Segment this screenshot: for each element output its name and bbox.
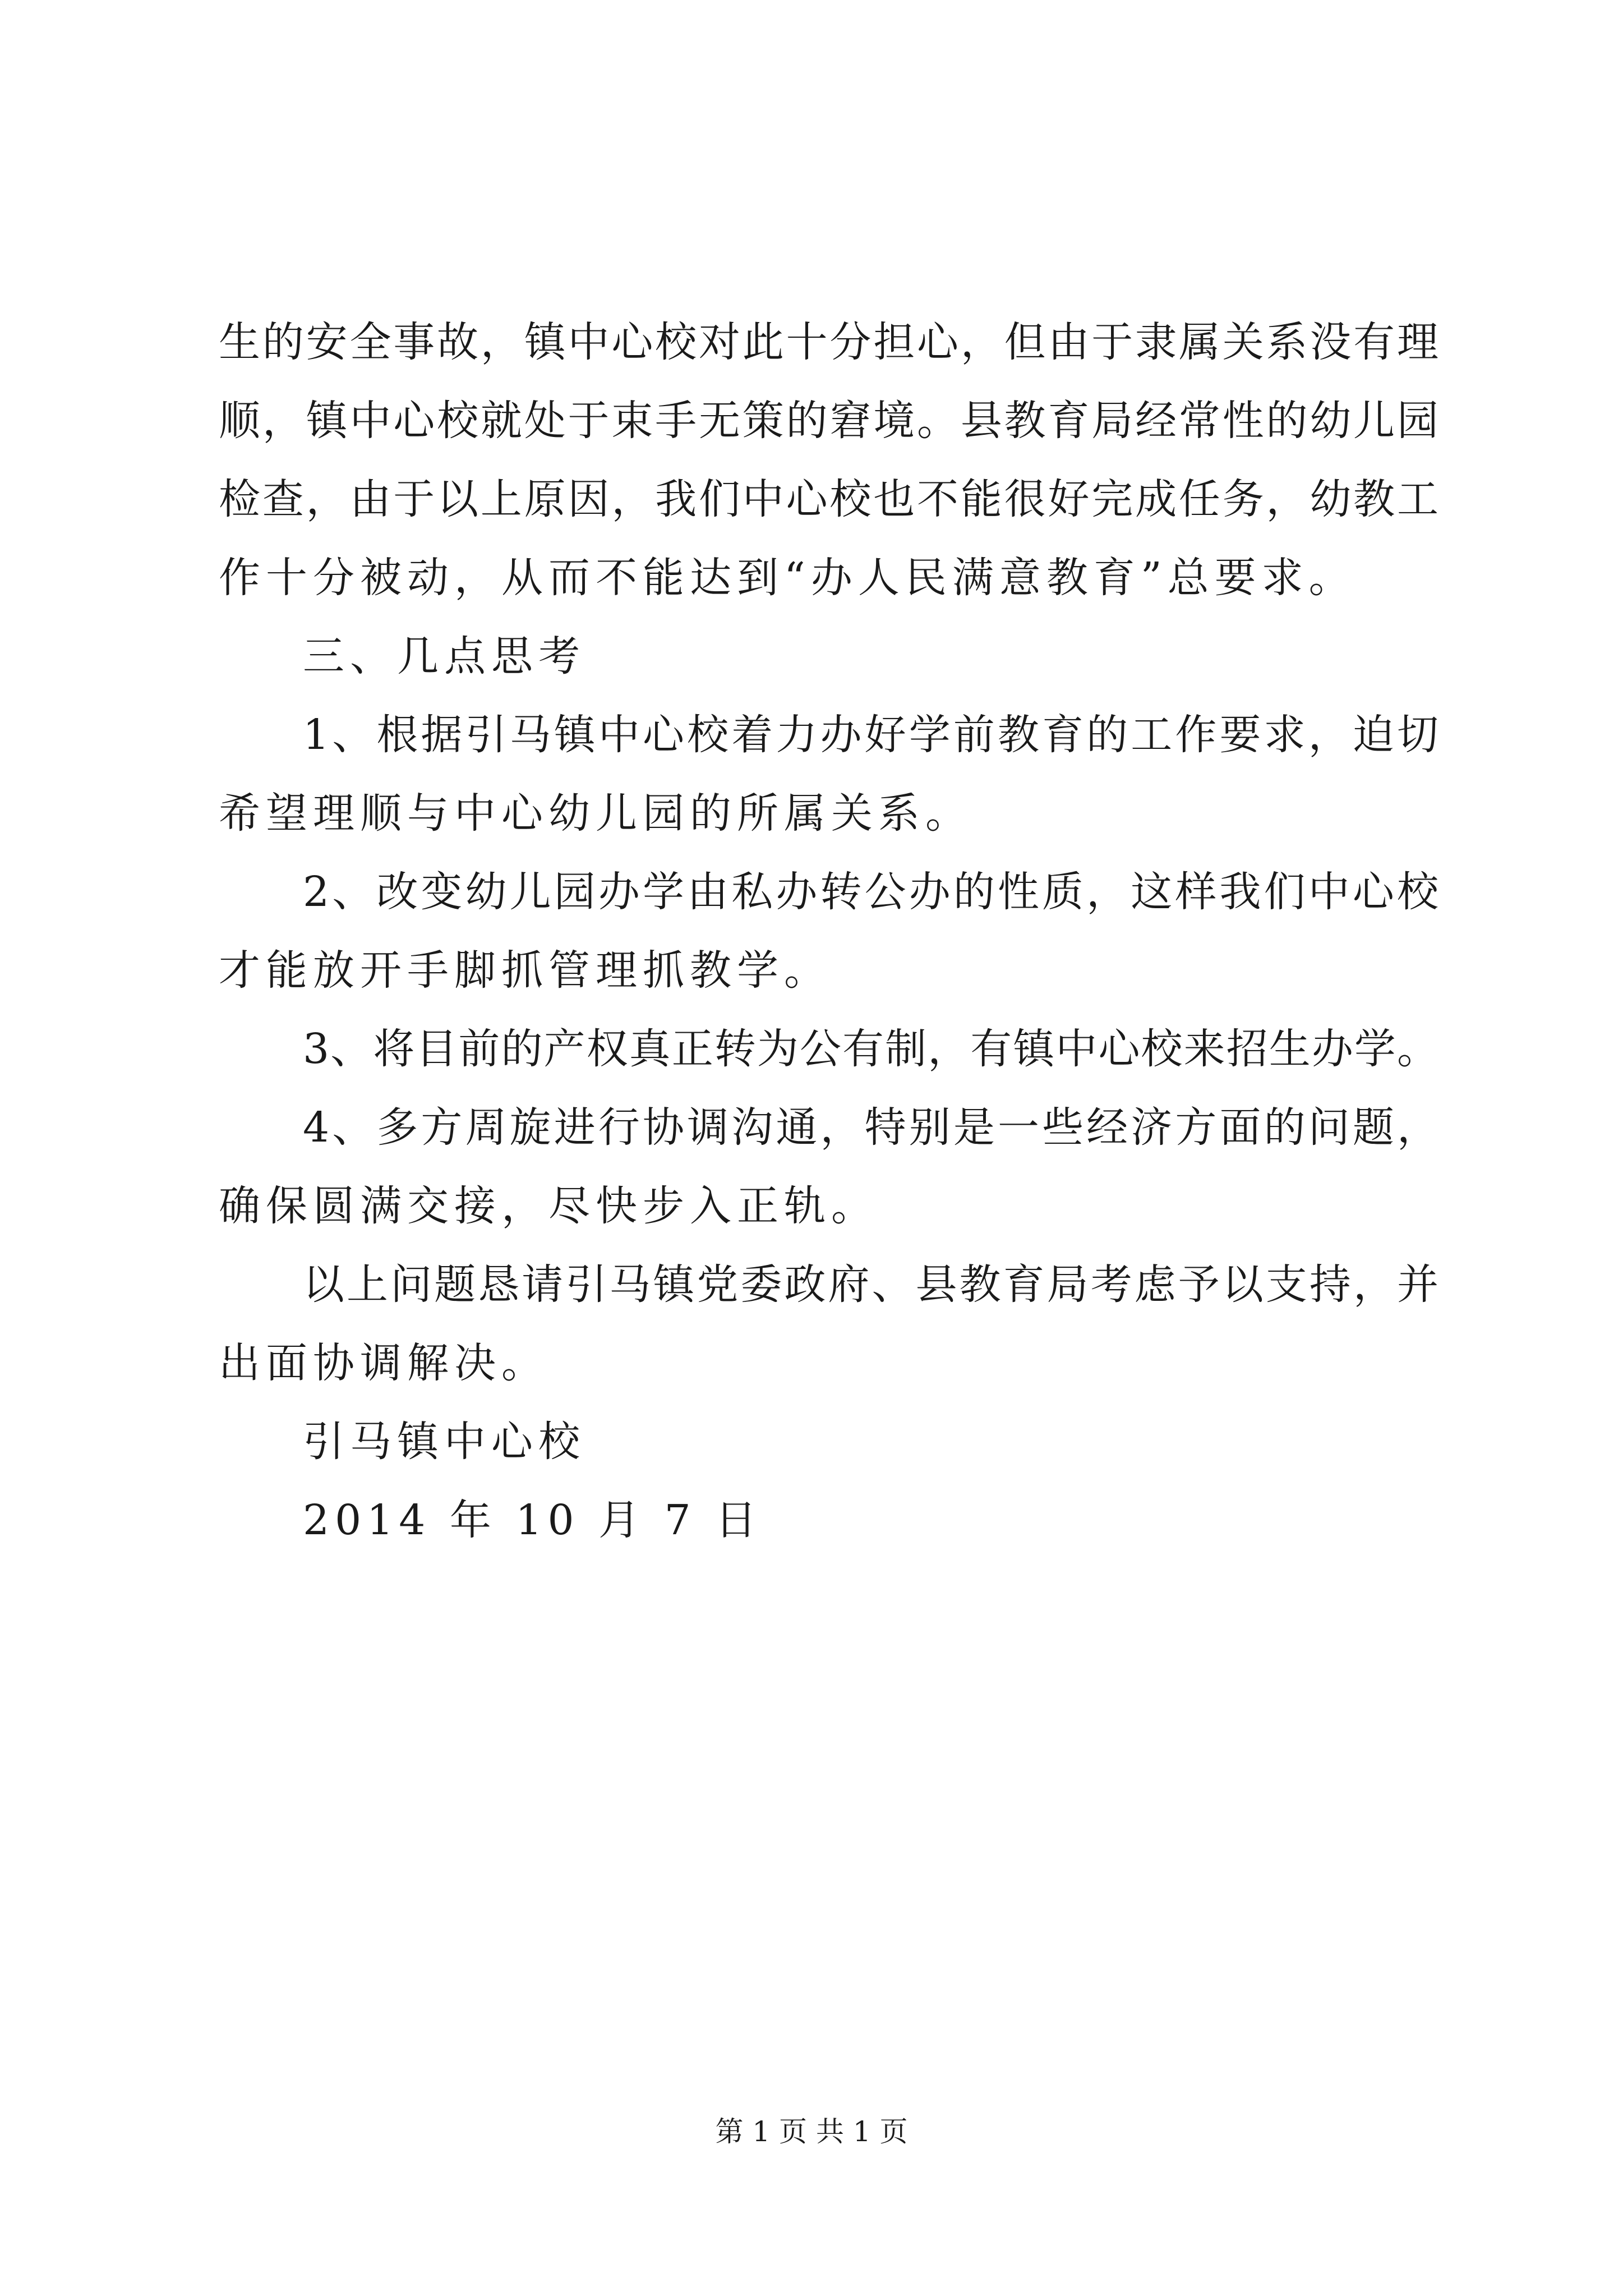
text-line: 3、将目前的产权真正转为公有制，有镇中心校来招生办学。 <box>303 1025 1438 1073</box>
page-footer: 第 1 页 共 1 页 <box>715 2115 908 2148</box>
text-line: 1、根据引马镇中心校着力办好学前教育的工作要求，迫切 <box>303 711 1438 759</box>
text-line: 以上问题恳请引马镇党委政府、县教育局考虑予以支持，并 <box>303 1260 1438 1309</box>
text-line: 顺，镇中心校就处于束手无策的窘境。县教育局经常性的幼儿园 <box>219 397 1438 445</box>
text-line: 出面协调解决。 <box>219 1339 548 1387</box>
text-line: 2、改变幼儿园办学由私办转公办的性质，这样我们中心校 <box>303 868 1438 916</box>
text-line: 作十分被动，从而不能达到“办人民满意教育”总要求。 <box>219 554 1356 602</box>
section-heading: 三、几点思考 <box>303 632 585 680</box>
text-line: 检查，由于以上原因，我们中心校也不能很好完成任务，幼教工 <box>219 475 1438 523</box>
text-line: 生的安全事故，镇中心校对此十分担心，但由于隶属关系没有理 <box>219 318 1438 366</box>
text-line: 希望理顺与中心幼儿园的所属关系。 <box>219 789 972 838</box>
signature-date: 2014 年 10 月 7 日 <box>303 1496 763 1544</box>
signature-organization: 引马镇中心校 <box>303 1418 585 1466</box>
text-line: 确保圆满交接，尽快步入正轨。 <box>219 1182 878 1230</box>
text-line: 才能放开手脚抓管理抓教学。 <box>219 946 831 995</box>
text-line: 4、多方周旋进行协调沟通，特别是一些经济方面的问题， <box>303 1103 1438 1152</box>
document-body <box>219 303 1438 1559</box>
